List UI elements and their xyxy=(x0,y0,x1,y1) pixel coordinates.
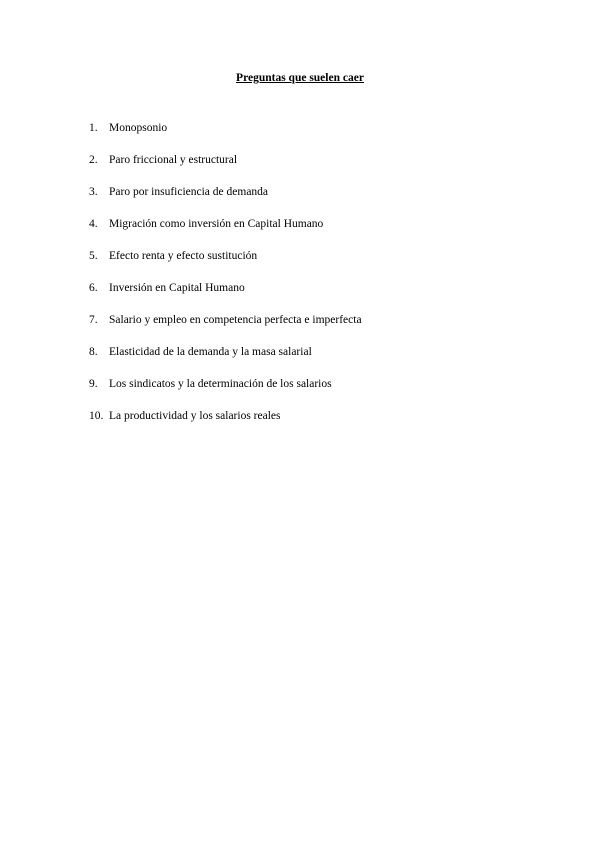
list-item xyxy=(89,153,362,185)
item-number: 10. xyxy=(89,410,104,422)
item-text: Inversión en Capital Humano xyxy=(109,282,245,294)
item-text: La productividad y los salarios reales xyxy=(109,410,281,422)
list-item xyxy=(89,345,362,377)
item-text: Salario y empleo en competencia perfecta e imperfecta xyxy=(109,314,362,326)
list-item xyxy=(89,185,362,217)
list-item xyxy=(89,121,362,153)
item-text: Elasticidad de la demanda y la masa salarial xyxy=(109,346,312,358)
question-list xyxy=(89,121,362,441)
item-number: 9. xyxy=(89,378,98,390)
list-item xyxy=(89,217,362,249)
document-title: Preguntas que suelen caer xyxy=(236,72,364,84)
item-text: Paro friccional y estructural xyxy=(109,154,238,166)
item-number: 1. xyxy=(89,122,98,134)
item-number: 3. xyxy=(89,186,98,198)
list-item xyxy=(89,313,362,345)
list-item xyxy=(89,377,362,409)
item-number: 8. xyxy=(89,346,98,358)
list-item xyxy=(89,249,362,281)
item-number: 4. xyxy=(89,218,98,230)
item-number: 7. xyxy=(89,314,98,326)
item-number: 5. xyxy=(89,250,98,262)
item-text: Monopsonio xyxy=(109,122,168,134)
item-text: Migración como inversión en Capital Humano xyxy=(109,218,324,230)
item-text: Efecto renta y efecto sustitución xyxy=(109,250,258,262)
item-number: 2. xyxy=(89,154,98,166)
list-item xyxy=(89,281,362,313)
item-number: 6. xyxy=(89,282,98,294)
item-text: Los sindicatos y la determinación de los salarios xyxy=(109,378,332,390)
list-item xyxy=(89,409,362,441)
item-text: Paro por insuficiencia de demanda xyxy=(109,186,269,198)
